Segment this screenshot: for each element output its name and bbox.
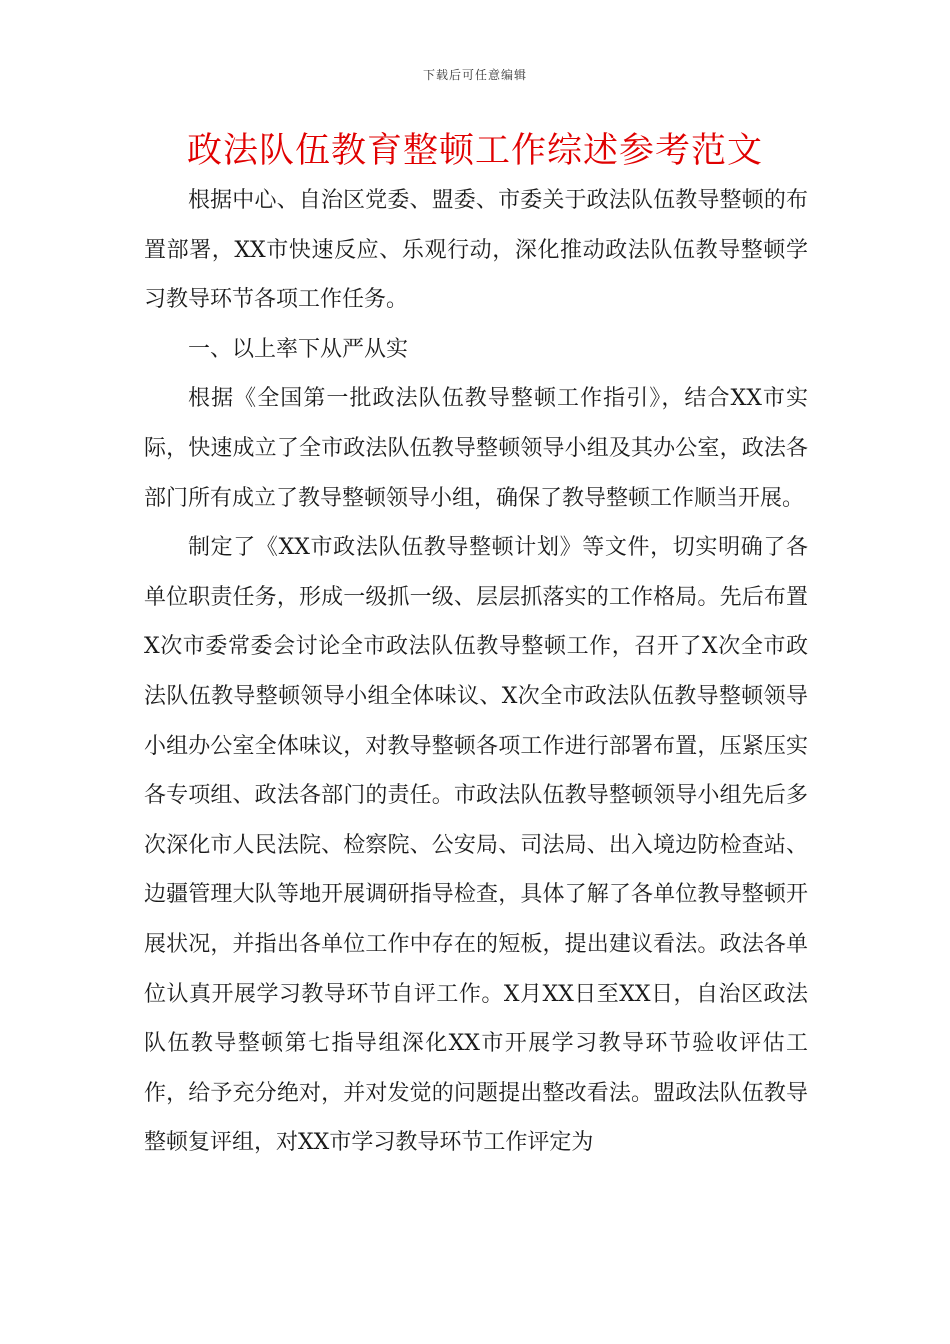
paragraph-intro: 根据中心、自治区党委、盟委、市委关于政法队伍教导整顿的布置部署，XX市快速反应、乐观行动，深化推动政法队伍教导整顿学习教导环节各项工作任务。 bbox=[144, 188, 808, 313]
paragraph-plan: 制定了《XX市政法队伍教导整顿计划》等文件，切实明确了各单位职责任务，形成一级抓一级、层层抓落实的工作格局。先后布置X次市委常委会讨论全市政法队伍教导整顿工作，召开了X次全市政法队伍教导整顿领导小组全体味议、X次全市政法队伍教导整顿领导小组办公室全体味议，对教导整顿各项工作进行部署布置，压紧压实各专项组、政法各部门的责任。市政法队伍教导整顿领导小组先后多次深化市人民法院、检察院、公安局、司法局、出入境边防检查站、边疆管理大队等地开展调研指导检查，具体了解了各单位教导整顿开展状况，并指出各单位工作中存在的短板，提出建议看法。政法各单位认真开展学习教导环节自评工作。X月XX日至XX日，自治区政法队伍教导整顿第七指导组深化XX市开展学习教导环节验收评估工作，给予充分绝对，并对发觉的问题提出整改看法。盟政法队伍教导整顿复评组，对XX市学习教导环节工作评定为 bbox=[144, 535, 808, 1156]
section-heading: 一、以上率下从严从实 bbox=[188, 336, 409, 362]
paragraph-leadership: 根据《全国第一批政法队伍教导整顿工作指引》，结合XX市实际，快速成立了全市政法队伍教导整顿领导小组及其办公室，政法各部门所有成立了教导整顿领导小组，确保了教导整顿工作顺当开展。 bbox=[144, 386, 808, 511]
document-title: 政法队伍教育整顿工作综述参考范文 bbox=[186, 131, 763, 171]
header-note: 下载后可任意编辑 bbox=[422, 68, 527, 82]
document-body bbox=[144, 176, 808, 1168]
